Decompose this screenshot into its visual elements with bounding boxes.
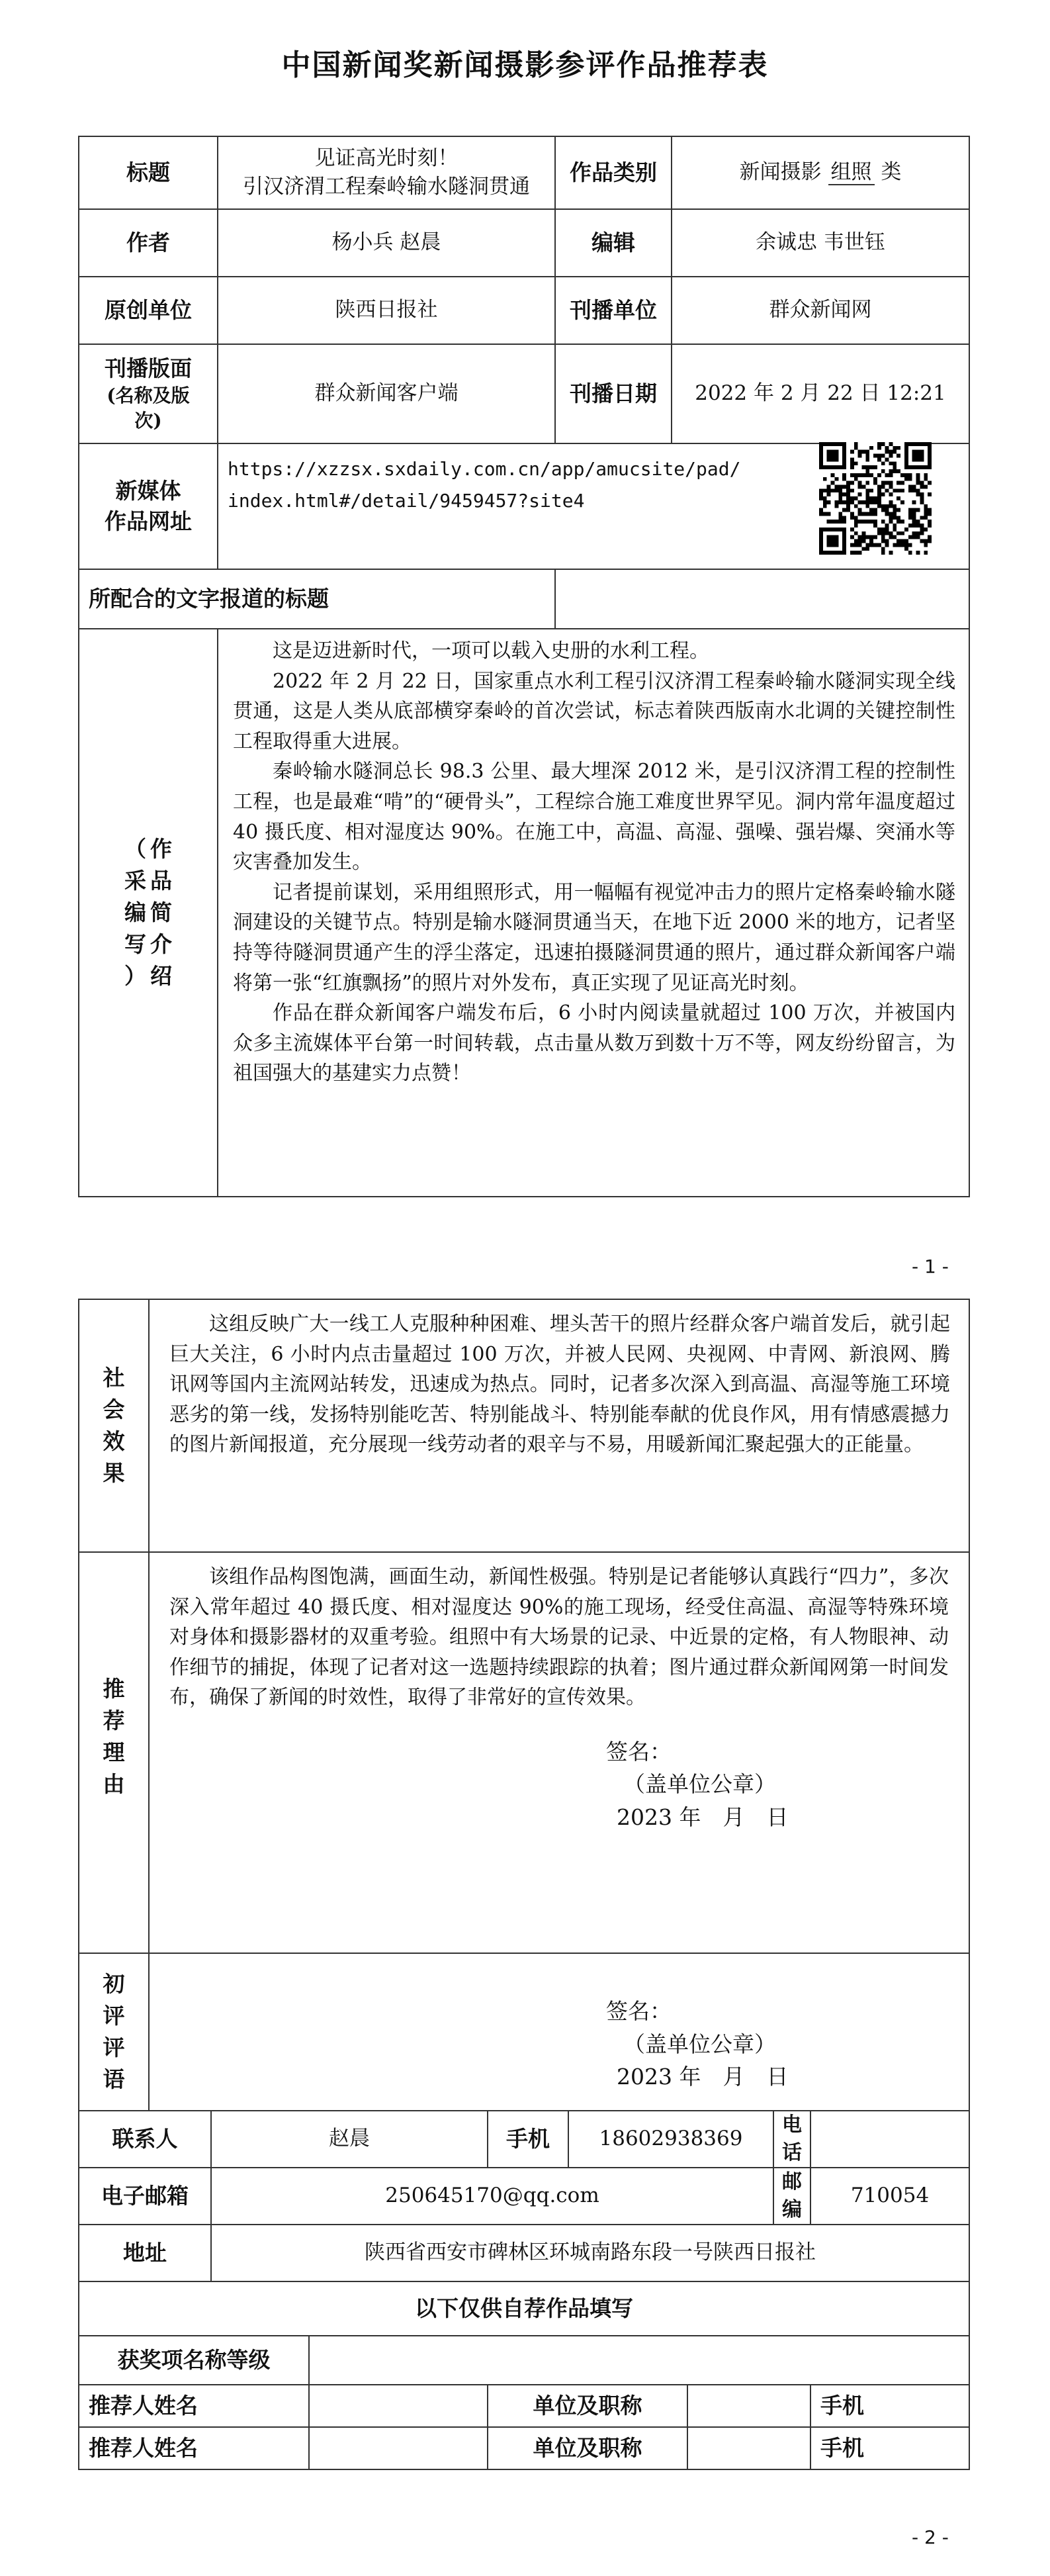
recommender-unit-label-1: 单位及职称 [488, 2385, 687, 2427]
initial-review-text [149, 1953, 969, 2111]
label-char: 评 [103, 2003, 125, 2029]
intro-paragraph: 作品在群众新闻客户端发布后，6 小时内阅读量就超过 100 万次，并被国内众多主流媒体平台第一时间转载，点击量从数万到数十万不等，网友纷纷留言，为祖国强大的基建实力点赞！ [233, 1001, 955, 1085]
label-char: 果 [103, 1459, 125, 1486]
intro-label-char: 采 [124, 868, 146, 894]
intro-label-char: （ [124, 836, 146, 862]
intro-label-char: 简 [150, 899, 172, 926]
layout-label: 刊播版面 (名称及版 次) [79, 344, 218, 443]
intro-paragraph: 秦岭输水隧洞总长 98.3 公里、最大埋深 2012 米，是引汉济渭工程的控制性工程，也是最难“啃”的“硬骨头”，工程综合施工难度世界罕见。洞内常年温度超过 40 摄氏度、相对湿度达 90%。在施工中，高温、高湿、强噪、强岩爆、突涌水等灾害叠加发生。 [233, 760, 955, 874]
recommendation-form-page1 [78, 136, 970, 1197]
email-value: 250645170@qq.com [211, 2168, 773, 2225]
reason-date: 2023 年 月 日 [617, 1804, 789, 1830]
label-char: 理 [103, 1739, 125, 1765]
document-title: 中国新闻奖新闻摄影参评作品推荐表 [281, 48, 769, 82]
contact-value: 赵晨 [211, 2111, 488, 2168]
intro-label-char: 介 [150, 931, 172, 957]
label-char: 语 [103, 2066, 125, 2092]
category-value: 新闻摄影 组照 类 [672, 136, 969, 209]
recommendation-form-page2 [78, 1299, 970, 2111]
email-label: 电子邮箱 [79, 2168, 211, 2225]
author-label: 作者 [79, 209, 218, 277]
category-label: 作品类别 [555, 136, 672, 209]
reason-seal: （盖单位公章） [623, 1771, 776, 1798]
label-char: 荐 [103, 1707, 125, 1733]
zip-label: 邮编 [773, 2168, 810, 2225]
initial-signature: 签名： [606, 1998, 672, 2024]
intro-label-char: 编 [124, 899, 146, 926]
author-value: 杨小兵 赵晨 [218, 209, 555, 277]
intro-label [79, 629, 218, 1197]
publish-unit-label: 刊播单位 [555, 277, 672, 344]
page-number-2: - 2 - [912, 2526, 949, 2548]
related-report-value [555, 569, 969, 629]
mobile-label: 手机 [488, 2111, 568, 2168]
social-effect-text: 这组反映广大一线工人克服种种困难、埋头苦干的照片经群众客户端首发后，就引起巨大关注，6 小时内点击量超过 100 万次，并被人民网、央视网、中青网、新浪网、腾讯网等国内主流网站转发，迅速成为热点。同时，记者多次深入到高温、高湿等施工环境恶劣的第一线，发扬特别能吃苦、特别能战斗、特别能奉献的优良作风，用有情感震撼力的图片新闻报道，充分展现一线劳动者的艰辛与不易，用暖新闻汇聚起强大的正能量。 [149, 1299, 969, 1552]
initial-seal: （盖单位公章） [623, 2031, 776, 2057]
recommender-mobile-label-1: 手机 [810, 2385, 969, 2427]
recommender-mobile-label-2: 手机 [810, 2427, 969, 2469]
award-value [309, 2336, 969, 2385]
intro-paragraph: 这是迈进新时代，一项可以载入史册的水利工程。 [273, 639, 709, 663]
reason-label [79, 1552, 149, 1953]
intro-label-char: 绍 [150, 962, 172, 989]
mobile-value: 18602938369 [568, 2111, 773, 2168]
recommender-name-value-1 [309, 2385, 488, 2427]
label-char: 社 [103, 1365, 125, 1391]
self-recommend-header: 以下仅供自荐作品填写 [79, 2281, 969, 2336]
layout-value: 群众新闻客户端 [218, 344, 555, 443]
work-title: 见证高光时刻！ 引汉济渭工程秦岭输水隧洞贯通 [218, 136, 555, 209]
title-label: 标题 [79, 136, 218, 209]
contact-label: 联系人 [79, 2111, 211, 2168]
recommender-unit-value-1 [687, 2385, 810, 2427]
address-label: 地址 [79, 2225, 211, 2281]
qr-code-icon [819, 442, 932, 555]
phone-value [810, 2111, 969, 2168]
reason-signature: 签名： [606, 1738, 672, 1765]
url-label: 新媒体 作品网址 [79, 443, 218, 569]
editor-value: 余诚忠 韦世钰 [672, 209, 969, 277]
publish-unit-value: 群众新闻网 [672, 277, 969, 344]
label-char: 由 [103, 1771, 125, 1797]
recommender-name-label-2: 推荐人姓名 [79, 2427, 309, 2469]
label-char: 效 [103, 1428, 125, 1454]
recommender-name-value-2 [309, 2427, 488, 2469]
contact-table [78, 2110, 970, 2470]
recommender-unit-label-2: 单位及职称 [488, 2427, 687, 2469]
award-label: 获奖项名称等级 [79, 2336, 309, 2385]
intro-label-char: 品 [150, 868, 172, 894]
intro-label-char: 写 [124, 931, 146, 957]
origin-unit-value: 陕西日报社 [218, 277, 555, 344]
publish-date-value: 2022 年 2 月 22 日 12:21 [672, 344, 969, 443]
intro-label-char: 作 [150, 836, 172, 862]
origin-unit-label: 原创单位 [79, 277, 218, 344]
intro-label-char: ） [124, 962, 146, 989]
label-char: 评 [103, 2035, 125, 2060]
initial-date: 2023 年 月 日 [617, 2064, 789, 2090]
editor-label: 编辑 [555, 209, 672, 277]
label-char: 推 [103, 1676, 125, 1702]
work-url[interactable]: https://xzzsx.sxdaily.com.cn/app/amucsite/pad/ index.html#/detail/9459457?site4 [218, 443, 969, 569]
initial-review-label [79, 1953, 149, 2111]
recommender-unit-value-2 [687, 2427, 810, 2469]
page-number-1: - 1 - [912, 1256, 949, 1277]
publish-date-label: 刊播日期 [555, 344, 672, 443]
zip-value: 710054 [810, 2168, 969, 2225]
label-char: 会 [103, 1397, 125, 1423]
social-effect-label [79, 1299, 149, 1552]
intro-paragraph: 2022 年 2 月 22 日，国家重点水利工程引汉济渭工程秦岭输水隧洞实现全线贯通，这是人类从底部横穿秦岭的首次尝试，标志着陕西版南水北调的关键控制性工程取得重大进展。 [233, 669, 955, 753]
intro-paragraph: 记者提前谋划，采用组照形式，用一幅幅有视觉冲击力的照片定格秦岭输水隧洞建设的关键节点。特别是输水隧洞贯通当天，在地下近 2000 米的地方，记者坚持等待隧洞贯通产生的浮尘落定，迅速拍摄隧洞贯通的照片，通过群众新闻客户端将第一张“红旗飘扬”的照片对外发布，真正实现了见证高光时刻。 [233, 880, 955, 995]
phone-label: 电话 [773, 2111, 810, 2168]
address-value: 陕西省西安市碑林区环城南路东段一号陕西日报社 [211, 2225, 969, 2281]
label-char: 初 [103, 1971, 125, 1998]
related-report-label: 所配合的文字报道的标题 [79, 569, 555, 629]
recommender-name-label-1: 推荐人姓名 [79, 2385, 309, 2427]
intro-text [218, 629, 969, 1197]
reason-text: 该组作品构图饱满，画面生动，新闻性极强。特别是记者能够认真践行“四力”，多次深入常年超过 40 摄氏度、相对湿度达 90%的施工现场，经受住高温、高湿等特殊环境对身体和摄影器材的双重考验。组照中有大场景的记录、中近景的定格，有人物眼神、动作细节的捕捉，体现了记者对这一选题持续跟踪的执着；图片通过群众新闻网第一时间发布，确保了新闻的时效性，取得了非常好的宣传效果。 签名： （盖单位公章） 2023 年 月 日 [149, 1552, 969, 1953]
